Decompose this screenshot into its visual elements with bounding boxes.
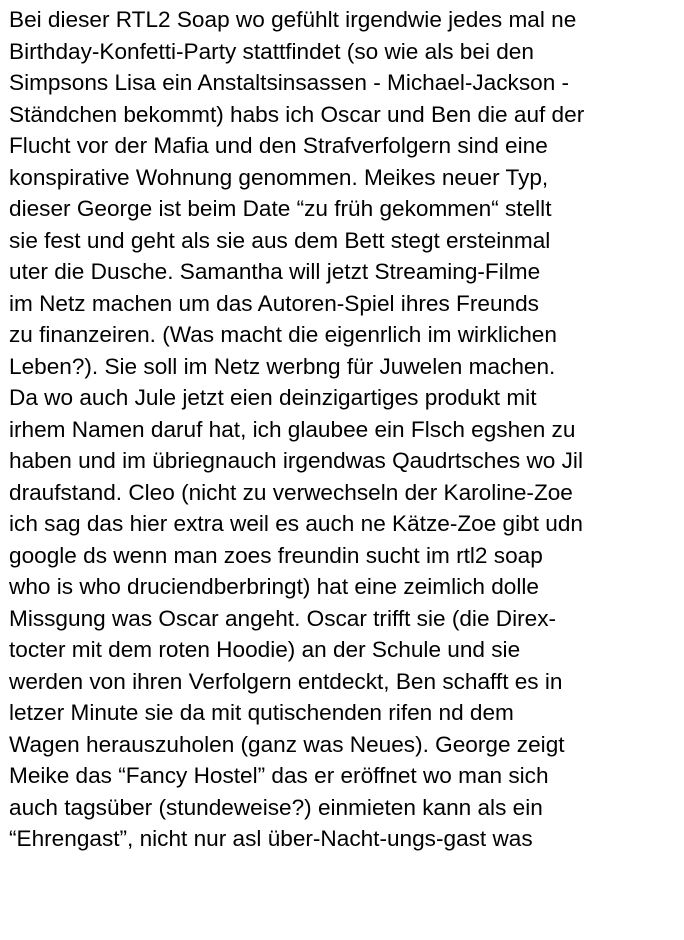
text-line: Simpsons Lisa ein Anstaltsinsassen - Michael-Jackson - [9,70,570,95]
text-line: zu finanzeiren. (Was macht die eigenrlich im wirklichen [9,322,557,347]
text-line: who is who druciendberbringt) hat eine zeimlich dolle [9,574,539,599]
text-line: uter die Dusche. Samantha will jetzt Streaming-Filme [9,259,541,284]
text-line: haben und im übriegnauch irgendwas Qaudrtsches wo Jil [9,448,583,473]
text-line: Bei dieser RTL2 Soap wo gefühlt irgendwie jedes mal ne [9,7,577,32]
text-line: google ds wenn man zoes freundin sucht im rtl2 soap [9,542,543,568]
text-line: “Ehrengast”, nicht nur asl über-Nacht-ungs-gast was [9,826,533,851]
text-line: letzer Minute sie da mit qutischenden rifen nd dem [9,700,514,725]
text-line: auch tagsüber (stundeweise?) einmieten kann als ein [9,794,543,820]
text-line: dieser George ist beim Date “zu früh gekommen“ stellt [9,196,552,221]
text-line: draufstand. Cleo (nicht zu verwechseln der Karoline-Zoe [9,479,573,505]
text-line: im Netz machen um das Autoren-Spiel ihres Freunds [9,290,539,316]
text-line: Da wo auch Jule jetzt eien deinzigartiges produkt mit [9,385,537,410]
text-line: Ständchen bekommt) habs ich Oscar und Ben die auf der [9,101,585,127]
body-text [9,4,681,855]
text-line: irhem Namen daruf hat, ich glaubee ein Flsch egshen zu [9,416,576,442]
text-line: sie fest und geht als sie aus dem Bett stegt ersteinmal [9,227,551,253]
text-line: Missgung was Oscar angeht. Oscar trifft sie (die Direx- [9,605,557,631]
text-line: werden von ihren Verfolgern entdeckt, Ben schafft es in [9,668,563,694]
text-line: ich sag das hier extra weil es auch ne Kätze-Zoe gibt udn [9,511,583,536]
text-line: konspirative Wohnung genommen. Meikes neuer Typ, [9,164,549,190]
text-line: Flucht vor der Mafia und den Strafverfolgern sind eine [9,133,548,158]
text-line: Meike das “Fancy Hostel” das er eröffnet wo man sich [9,763,549,788]
text-line: Leben?). Sie soll im Netz werbng für Juwelen machen. [9,353,556,379]
text-line: Wagen herauszuholen (ganz was Neues). George zeigt [9,731,565,757]
text-line: Birthday-Konfetti-Party stattfindet (so wie als bei den [9,38,534,64]
text-line: tocter mit dem roten Hoodie) an der Schule und sie [9,637,521,662]
